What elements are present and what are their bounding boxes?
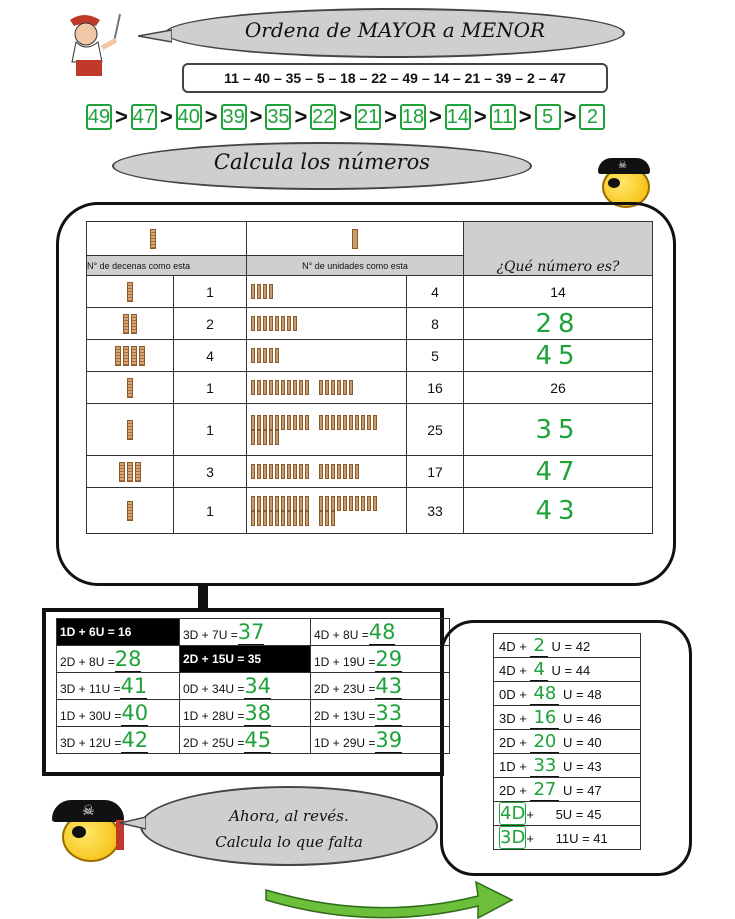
- answer-cell: 45: [464, 340, 653, 372]
- tens-count: 1: [174, 404, 247, 456]
- greater-than-sign: >: [429, 104, 442, 129]
- missing-value-row: [494, 730, 641, 754]
- table-row: [87, 276, 653, 308]
- missing-value-cell: 1D + 33 U = 43: [494, 754, 641, 778]
- handwritten-answer: 34: [244, 674, 272, 698]
- tens-sticks: [87, 456, 174, 488]
- page-title: Ordena de MAYOR a MENOR: [244, 18, 546, 42]
- ordered-number-box: 14: [445, 104, 471, 130]
- tens-column-header: N° de decenas como esta: [87, 256, 247, 276]
- units-count: 33: [407, 488, 464, 534]
- instruction-line-1: Ahora, al revés.: [229, 807, 349, 825]
- missing-value-row: [494, 682, 641, 706]
- ten-stick-icon: [87, 222, 247, 256]
- units-count: 5: [407, 340, 464, 372]
- operation-cell: 2D + 15U = 35: [180, 646, 311, 673]
- table-row: [87, 372, 653, 404]
- pirate-emoji-icon: ☠: [596, 152, 656, 204]
- operation-cell: 4D + 8U =48: [311, 619, 450, 646]
- greater-than-sign: >: [473, 104, 487, 129]
- units-sticks: [247, 276, 407, 308]
- curved-arrow-icon: [264, 876, 514, 919]
- units-sticks: [247, 308, 407, 340]
- greater-than-sign: >: [518, 104, 532, 129]
- greater-than-sign: >: [294, 104, 308, 129]
- missing-values-table: [493, 633, 641, 850]
- answer-cell: 26: [464, 372, 653, 404]
- units-count: 4: [407, 276, 464, 308]
- unit-stick-icon: [247, 222, 464, 256]
- answer-cell: 47: [464, 456, 653, 488]
- table-row: [87, 456, 653, 488]
- operation-cell: 1D + 6U = 16: [57, 619, 180, 646]
- handwritten-answer: 45: [244, 728, 272, 752]
- units-column-header: N° de unidades como esta: [247, 256, 464, 276]
- tens-count: 3: [174, 456, 247, 488]
- handwritten-answer: 37: [237, 620, 265, 644]
- missing-value-row: [494, 802, 641, 826]
- handwritten-answer: 33: [375, 701, 403, 725]
- operation-cell: 0D + 34U =34: [180, 673, 311, 700]
- tens-count: 1: [174, 372, 247, 404]
- pirate-emoji-icon: ☠: [52, 790, 126, 864]
- units-count: 16: [407, 372, 464, 404]
- operation-cell: 1D + 30U =40: [57, 700, 180, 727]
- greater-than-sign: >: [159, 104, 173, 129]
- units-sticks: [247, 488, 407, 534]
- missing-value-row: [494, 658, 641, 682]
- handwritten-answer: 39: [375, 728, 403, 752]
- missing-value-row: [494, 754, 641, 778]
- tens-sticks: [87, 372, 174, 404]
- units-sticks: [247, 372, 407, 404]
- missing-value-cell: 2D + 27 U = 47: [494, 778, 641, 802]
- missing-value-row: [494, 778, 641, 802]
- operation-cell: 1D + 29U =39: [311, 727, 450, 754]
- greater-than-sign: >: [339, 104, 353, 129]
- missing-value-cell: 4D + 4 U = 44: [494, 658, 641, 682]
- ordered-number-box: 11: [490, 104, 516, 130]
- tens-count: 1: [174, 488, 247, 534]
- units-count: 25: [407, 404, 464, 456]
- instruction-line-2: Calcula lo que falta: [215, 833, 363, 851]
- operations-row: [57, 673, 450, 700]
- ordered-number-box: 22: [310, 104, 336, 130]
- tens-sticks: [87, 308, 174, 340]
- units-sticks: [247, 456, 407, 488]
- pirate-sword-illustration: [62, 8, 142, 82]
- greater-than-sign: >: [115, 104, 128, 129]
- units-sticks: [247, 404, 407, 456]
- ordered-number-box: 18: [400, 104, 426, 130]
- tens-units-table: [86, 221, 653, 534]
- table-row: [87, 340, 653, 372]
- operation-cell: 1D + 19U =29: [311, 646, 450, 673]
- operation-cell: 3D + 11U =41: [57, 673, 180, 700]
- greater-than-sign: >: [563, 104, 577, 129]
- answer-cell: 14: [464, 276, 653, 308]
- answer-cell: 43: [464, 488, 653, 534]
- operations-row: [57, 619, 450, 646]
- ordered-number-box: 2: [579, 104, 605, 130]
- missing-value-cell: 2D + 20 U = 40: [494, 730, 641, 754]
- operation-cell: 2D + 13U =33: [311, 700, 450, 727]
- handwritten-answer: 41: [120, 674, 148, 698]
- handwritten-answer: 42: [121, 728, 149, 752]
- operation-cell: 2D + 23U =43: [311, 673, 450, 700]
- greater-than-sign: >: [249, 104, 263, 129]
- operation-cell: 1D + 28U =38: [180, 700, 311, 727]
- handwritten-answer: 40: [121, 701, 149, 725]
- units-sticks: [247, 340, 407, 372]
- missing-value-row: [494, 826, 641, 850]
- greater-than-sign: >: [384, 104, 398, 129]
- tens-count: 4: [174, 340, 247, 372]
- handwritten-answer: 29: [375, 647, 403, 671]
- units-count: 17: [407, 456, 464, 488]
- calc-title: Calcula los números: [213, 150, 431, 174]
- table-row: [87, 308, 653, 340]
- missing-value-cell: 4D + 2 U = 42: [494, 634, 641, 658]
- missing-value-cell: 4D+ 5U = 45: [494, 802, 641, 826]
- operation-cell: 3D + 12U =42: [57, 727, 180, 754]
- missing-value-row: [494, 706, 641, 730]
- tens-count: 1: [174, 276, 247, 308]
- tens-sticks: [87, 276, 174, 308]
- answer-cell: 28: [464, 308, 653, 340]
- handwritten-answer: 43: [375, 674, 403, 698]
- operations-row: [57, 700, 450, 727]
- table-row: [87, 404, 653, 456]
- ordered-number-box: 47: [131, 104, 157, 130]
- missing-value-cell: 3D+ 11U = 41: [494, 826, 641, 850]
- ordered-number-box: 39: [221, 104, 247, 130]
- missing-value-cell: 3D + 16 U = 46: [494, 706, 641, 730]
- bottom-instructions: [140, 803, 438, 855]
- operation-cell: 2D + 25U =45: [180, 727, 311, 754]
- missing-value-row: [494, 634, 641, 658]
- operations-row: [57, 727, 450, 754]
- operation-cell: 2D + 8U =28: [57, 646, 180, 673]
- tens-count: 2: [174, 308, 247, 340]
- handwritten-answer: 28: [114, 647, 142, 671]
- tens-sticks: [87, 488, 174, 534]
- handwritten-answer: 38: [244, 701, 272, 725]
- ordered-number-box: 35: [265, 104, 291, 130]
- ordered-number-box: 5: [535, 104, 561, 130]
- units-count: 8: [407, 308, 464, 340]
- tens-sticks: [87, 340, 174, 372]
- greater-than-sign: >: [204, 104, 218, 129]
- ordered-number-box: 40: [176, 104, 202, 130]
- operations-table: [56, 618, 450, 754]
- operation-cell: 3D + 7U =37: [180, 619, 311, 646]
- tens-sticks: [87, 404, 174, 456]
- handwritten-answer: 48: [368, 620, 396, 644]
- answer-column-header: ¿Qué número es?: [464, 222, 653, 276]
- answer-cell: 35: [464, 404, 653, 456]
- ordered-number-box: 49: [86, 104, 112, 130]
- operations-row: [57, 646, 450, 673]
- ordered-number-box: 21: [355, 104, 381, 130]
- table-row: [87, 488, 653, 534]
- missing-value-cell: 0D + 48 U = 48: [494, 682, 641, 706]
- number-sequence: 11 – 40 – 35 – 5 – 18 – 22 – 49 – 14 – 21 – 39 – 2 – 47: [182, 63, 608, 93]
- ordered-answers: [86, 104, 605, 130]
